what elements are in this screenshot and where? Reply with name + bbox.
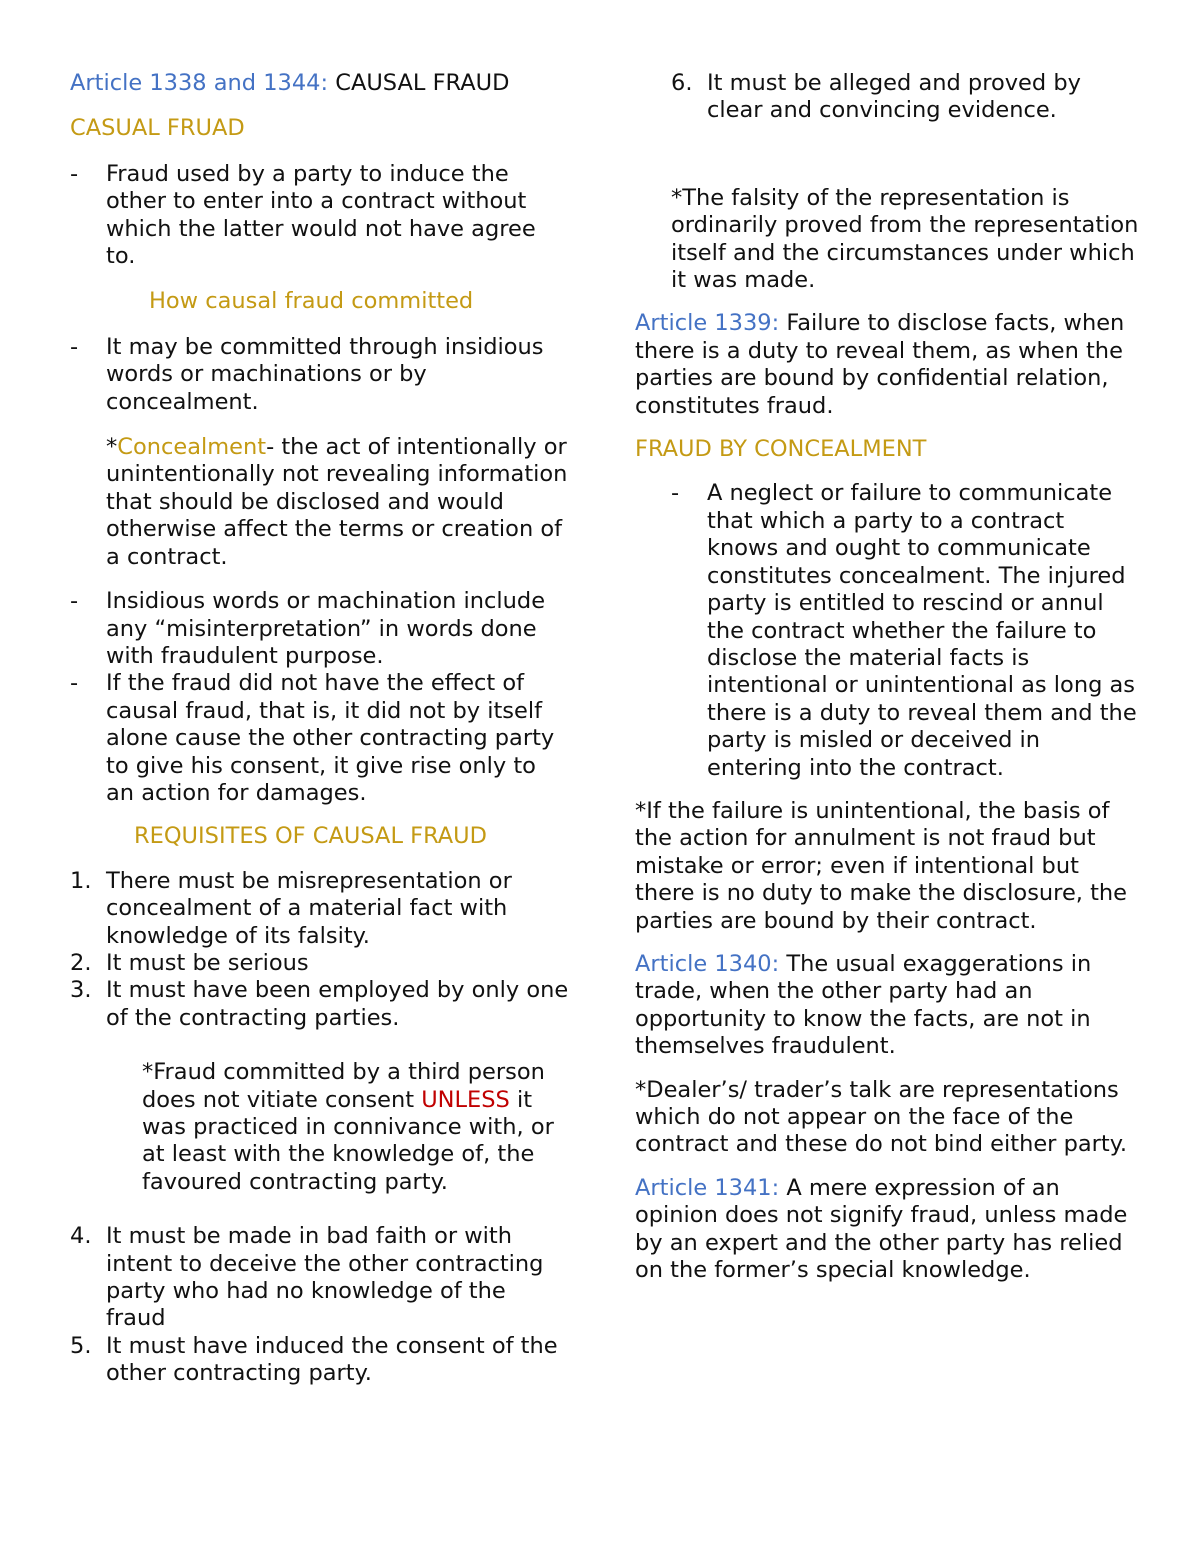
requisite-text: It must have been employed by only one of the contracting parties. — [106, 977, 569, 1031]
article-1341 — [635, 1175, 1140, 1285]
list-item — [70, 588, 570, 670]
requisite-item — [70, 1223, 570, 1333]
bullet-text: A neglect or failure to communicate that which a party to a contract knows and ought to communicate constitutes concealment. The injured party is entitled to rescind or annul the contract whether the failure to disclose the material facts is intentional or unintentional as long as there is a duty to reveal them and the party is misled or deceived in entering into the contract. — [707, 480, 1137, 781]
list-item — [635, 480, 1140, 781]
bullet-text: It may be committed through insidious words or machinations or by concealment. — [106, 333, 544, 415]
number-marker: 4. — [70, 1223, 92, 1250]
article-ref: Article 1340: — [635, 950, 780, 977]
requisite-text: It must have induced the consent of the other contracting party. — [106, 1332, 558, 1387]
asterisk: * — [106, 434, 118, 461]
list-item — [70, 161, 570, 271]
requisite-item — [70, 1333, 570, 1388]
bullet-text: If the fraud did not have the effect of causal fraud, that is, it did not by itself alone cause the other contracting party to give his consent, it give rise only to an action for damages. — [106, 670, 555, 806]
article-ref: Article 1339: — [635, 310, 780, 337]
concealment-def: - the act of intentionally or unintentionally not revealing information that should be disclosed and would otherwise affect the terms or creation of a contract. — [106, 434, 568, 570]
title-text: CAUSAL FRAUD — [328, 70, 510, 96]
article-1339 — [635, 310, 1140, 420]
heading-how-committed: How causal fraud committed — [149, 288, 474, 315]
article-1338-title — [70, 70, 570, 97]
falsity-note: *The falsity of the representation is ordinarily proved from the representation itself and the circumstances under which it was made. — [671, 184, 1139, 294]
article-1340 — [635, 951, 1140, 1061]
unintentional-note: *If the failure is unintentional, the basis of the action for annulment is not fraud but mistake or error; even if intentional but there is no duty to make the disclosure, the parties are bound by their contract. — [635, 797, 1128, 934]
heading-requisites: REQUISITES OF CAUSAL FRAUD — [134, 823, 487, 850]
list-item — [70, 670, 570, 807]
number-marker: 6. — [671, 70, 693, 96]
article-ref: Article 1338 and 1344: — [70, 70, 329, 96]
heading-fraud-by-concealment: FRAUD BY CONCEALMENT — [635, 436, 927, 463]
dealer-note: *Dealer’s/ trader’s talk are representations which do not appear on the face of the contract and these do not bind either party. — [635, 1076, 1127, 1158]
article-text: Failure to disclose facts, when there is a duty to reveal them, as when the parties are bound by confidential relation, constitutes fraud. — [635, 310, 1125, 419]
requisite-item — [70, 977, 570, 1032]
heading-casual-fraud: CASUAL FRUAD — [70, 115, 245, 142]
bullet-marker: - — [70, 588, 79, 615]
requisite-text: It must be made in bad faith or with intent to deceive the other contracting party who had no knowledge of the fraud — [106, 1223, 544, 1332]
requisite-text: It must be serious — [106, 949, 309, 976]
number-marker: 2. — [70, 949, 92, 976]
note-text: *Fraud committed by a third person does not vitiate consent — [142, 1059, 545, 1113]
number-marker: 3. — [70, 977, 92, 1004]
third-person-note — [70, 1059, 570, 1196]
requisite-text: There must be misrepresentation or concealment of a material fact with knowledge of its falsity. — [106, 867, 512, 949]
requisite-item — [70, 950, 570, 977]
list-item — [70, 334, 570, 416]
bullet-text: Insidious words or machination include any “misinterpretation” in words done with fraudulent purpose. — [106, 588, 546, 669]
bullet-marker: - — [70, 670, 79, 697]
unless-emphasis: UNLESS — [421, 1086, 510, 1113]
article-ref: Article 1341: — [635, 1174, 780, 1201]
concealment-definition — [70, 434, 570, 571]
requisite-item — [635, 70, 1140, 125]
bullet-text: Fraud used by a party to induce the other to enter into a contract without which the latter would not have agree to. — [106, 160, 536, 270]
right-column — [635, 70, 1140, 1300]
number-marker: 5. — [70, 1332, 92, 1359]
left-column — [70, 70, 570, 1388]
note-text: it was practiced in connivance with, or at least with the knowledge of, the favoured contracting party. — [142, 1086, 554, 1195]
concealment-term: Concealment — [117, 434, 267, 461]
article-text: A mere expression of an opinion does not signify fraud, unless made by an expert and the other party has relied on the former’s special knowledge. — [635, 1174, 1128, 1284]
bullet-marker: - — [671, 480, 680, 507]
requisite-item — [70, 868, 570, 950]
bullet-marker: - — [70, 160, 79, 187]
bullet-marker: - — [70, 333, 79, 360]
number-marker: 1. — [70, 867, 92, 894]
article-text: The usual exaggerations in trade, when the other party had an opportunity to know the facts, are not in themselves fraudulent. — [635, 950, 1092, 1060]
requisite-text: It must be alleged and proved by clear and convincing evidence. — [707, 70, 1081, 124]
